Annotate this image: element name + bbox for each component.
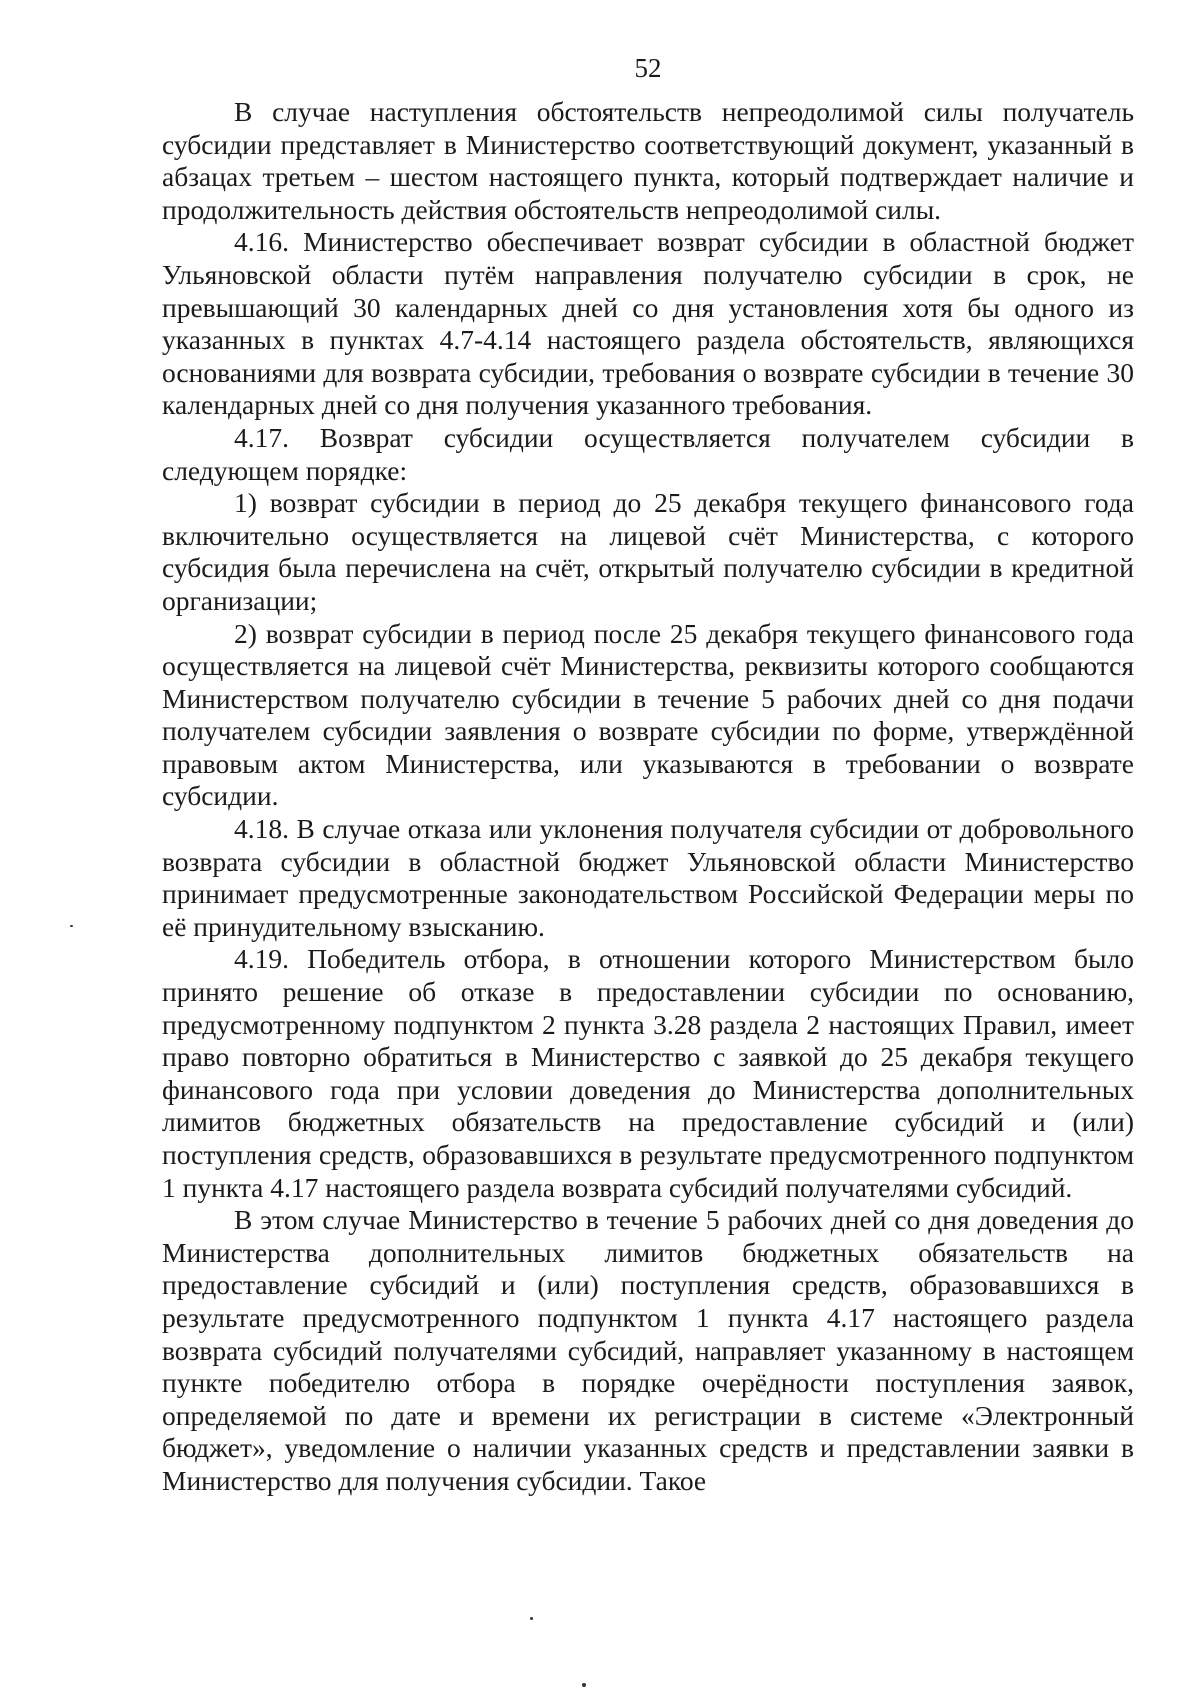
scan-speck — [582, 1683, 586, 1687]
paragraph-4-16: 4.16. Министерство обеспечивает возврат субсидии в областной бюджет Ульяновской области путём направления получателю субсидии в срок, не превышающий 30 календарных дней со дня установления хотя бы одного из указанных в пунктах 4.7-4.14 настоящего раздела обстоятельств, являющихся основаниями для возврата субсидии, требования о возврате субсидии в течение 30 календарных дней со дня получения указанного требования. — [162, 226, 1134, 421]
page-number: 52 — [634, 53, 662, 83]
document-page — [162, 52, 1134, 1498]
scan-speck — [70, 925, 73, 927]
paragraph-4-17-item-1: 1) возврат субсидии в период до 25 декабря текущего финансового года включительно осуществляется на лицевой счёт Министерства, с которого субсидия была перечислена на счёт, открытый получателю субсидии в кредитной организации; — [162, 487, 1134, 616]
document-body — [162, 96, 1134, 1498]
paragraph-4-19: 4.19. Победитель отбора, в отношении которого Министерством было принято решение об отказе в предоставлении субсидии по основанию, предусмотренному подпунктом 2 пункта 3.28 раздела 2 настоящих Правил, имеет право повторно обратиться в Министерство с заявкой до 25 декабря текущего финансового года при условии доведения до Министерства дополнительных лимитов бюджетных обязательств на предоставление субсидий и (или) поступления средств, образовавшихся в результате предусмотренного подпунктом 1 пункта 4.17 настоящего раздела возврата субсидий получателями субсидий. — [162, 943, 1134, 1203]
paragraph-4-19-continuation: В этом случае Министерство в течение 5 рабочих дней со дня доведения до Министерства дополнительных лимитов бюджетных обязательств на предоставление субсидий и (или) поступления средств, образовавшихся в результате предусмотренного подпунктом 1 пункта 4.17 настоящего раздела возврата субсидий получателями субсидий, направляет указанному в настоящем пункте победителю отбора в порядке очерёдности поступления заявок, определяемой по дате и времени их регистрации в системе «Электронный бюджет», уведомление о наличии указанных средств и представлении заявки в Министерство для получения субсидии. Такое — [162, 1204, 1134, 1496]
paragraph-4-17: 4.17. Возврат субсидии осуществляется получателем субсидии в следующем порядке: — [162, 421, 1134, 486]
scan-speck — [530, 1617, 533, 1620]
paragraph-force-majeure: В случае наступления обстоятельств непреодолимой силы получатель субсидии представляет в Министерство соответствующий документ, указанный в абзацах третьем – шестом настоящего пункта, который подтверждает наличие и продолжительность действия обстоятельств непреодолимой силы. — [162, 96, 1134, 225]
paragraph-4-17-item-2: 2) возврат субсидии в период после 25 декабря текущего финансового года осуществляется на лицевой счёт Министерства, реквизиты которого сообщаются Министерством получателю субсидии в течение 5 рабочих дней со дня подачи получателем субсидии заявления о возврате субсидии по форме, утверждённой правовым актом Министерства, или указываются в требовании о возврате субсидии. — [162, 617, 1134, 812]
paragraph-4-18: 4.18. В случае отказа или уклонения получателя субсидии от добровольного возврата субсидии в областной бюджет Ульяновской области Министерство принимает предусмотренные законодательством Российской Федерации меры по её принудительному взысканию. — [162, 813, 1134, 942]
